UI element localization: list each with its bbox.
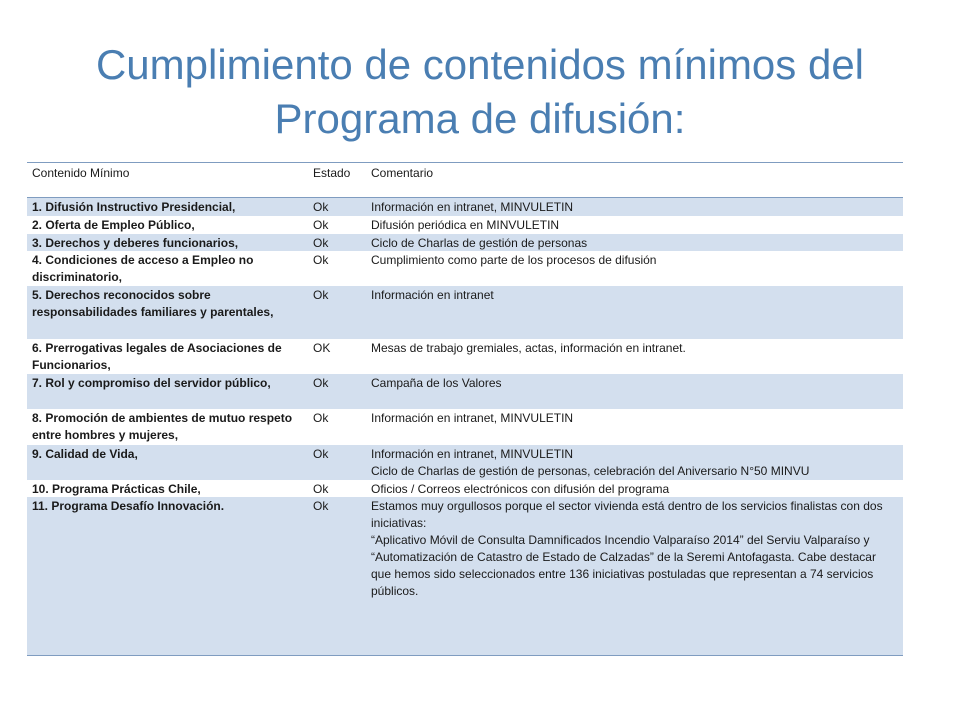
cell-estado: Ok (313, 447, 329, 461)
cell-estado: Ok (313, 376, 329, 390)
comment-line: Información en intranet, MINVULETIN (371, 447, 574, 461)
header-contenido: Contenido Mínimo (32, 166, 130, 180)
table-row (27, 339, 903, 374)
comment-line: “Aplicativo Móvil de Consulta Damnificados Incendio Valparaíso 2014” del Serviu Valparaíso y (371, 533, 870, 547)
cell-contenido: 1. Difusión Instructivo Presidencial, (32, 200, 236, 214)
cell-comentario: Mesas de trabajo gremiales, actas, información en intranet. (371, 341, 686, 355)
cell-estado: Ok (313, 411, 329, 425)
cell-comentario: Cumplimiento como parte de los procesos de difusión (371, 253, 657, 267)
cell-estado: Ok (313, 288, 329, 302)
cell-comentario: Ciclo de Charlas de gestión de personas (371, 236, 588, 250)
table-row (27, 286, 903, 339)
table-row (27, 198, 903, 216)
comment-line: Estamos muy orgullosos porque el sector vivienda está dentro de los servicios finalistas con dos iniciativas: (371, 499, 883, 530)
cell-contenido: 3. Derechos y deberes funcionarios, (32, 236, 239, 250)
cell-contenido: 2. Oferta de Empleo Público, (32, 218, 195, 232)
cell-contenido: 10. Programa Prácticas Chile, (32, 482, 201, 496)
cell-contenido: 7. Rol y compromiso del servidor público, (32, 376, 271, 390)
cell-estado: Ok (313, 482, 329, 496)
table-row (27, 216, 903, 234)
header-comentario: Comentario (371, 166, 434, 180)
comment-line: Ciclo de Charlas de gestión de personas, celebración del Aniversario N°50 MINVU (371, 464, 810, 478)
table-row (27, 234, 903, 251)
comment-line: “Automatización de Catastro de Estado de Calzadas” de la Seremi Antofagasta. Cabe destacar que hemos sido seleccionados entre 136 iniciativas postuladas que representan a 74 servicios públicos. (371, 550, 876, 598)
cell-comentario: Difusión periódica en MINVULETIN (371, 218, 560, 232)
table-row (27, 374, 903, 409)
header-estado: Estado (313, 166, 351, 180)
cell-comentario: Información en intranet, MINVULETIN (371, 411, 574, 425)
slide-title (40, 38, 920, 146)
cell-comentario: Información en intranet, MINVULETIN (371, 200, 574, 214)
cell-contenido: 4. Condiciones de acceso a Empleo no discriminatorio, (32, 253, 254, 284)
cell-comentario: Campaña de los Valores (371, 376, 502, 390)
contenidos-table (27, 162, 903, 656)
cell-contenido: 9. Calidad de Vida, (32, 447, 138, 461)
table-row (27, 409, 903, 445)
cell-estado: Ok (313, 200, 329, 214)
cell-estado: Ok (313, 499, 329, 513)
table-row (27, 480, 903, 497)
cell-estado: OK (313, 341, 331, 355)
cell-contenido: 8. Promoción de ambientes de mutuo respeto entre hombres y mujeres, (32, 411, 293, 442)
table-header-row (27, 163, 903, 198)
cell-estado: Ok (313, 236, 329, 250)
cell-contenido: 11. Programa Desafío Innovación. (32, 499, 225, 513)
cell-comentario (367, 445, 903, 480)
table-row (27, 445, 903, 480)
cell-estado: Ok (313, 218, 329, 232)
slide-title-line-2: Programa de difusión: (274, 95, 686, 142)
cell-estado: Ok (313, 253, 329, 267)
cell-contenido: 6. Prerrogativas legales de Asociaciones de Funcionarios, (32, 341, 282, 372)
cell-comentario: Información en intranet (371, 288, 494, 302)
cell-comentario: Oficios / Correos electrónicos con difusión del programa (371, 482, 670, 496)
slide-title-line-1: Cumplimiento de contenidos mínimos del (95, 41, 865, 88)
cell-comentario (367, 497, 903, 655)
table-row (27, 251, 903, 286)
table-row (27, 497, 903, 655)
cell-contenido: 5. Derechos reconocidos sobre responsabilidades familiares y parentales, (32, 288, 274, 319)
